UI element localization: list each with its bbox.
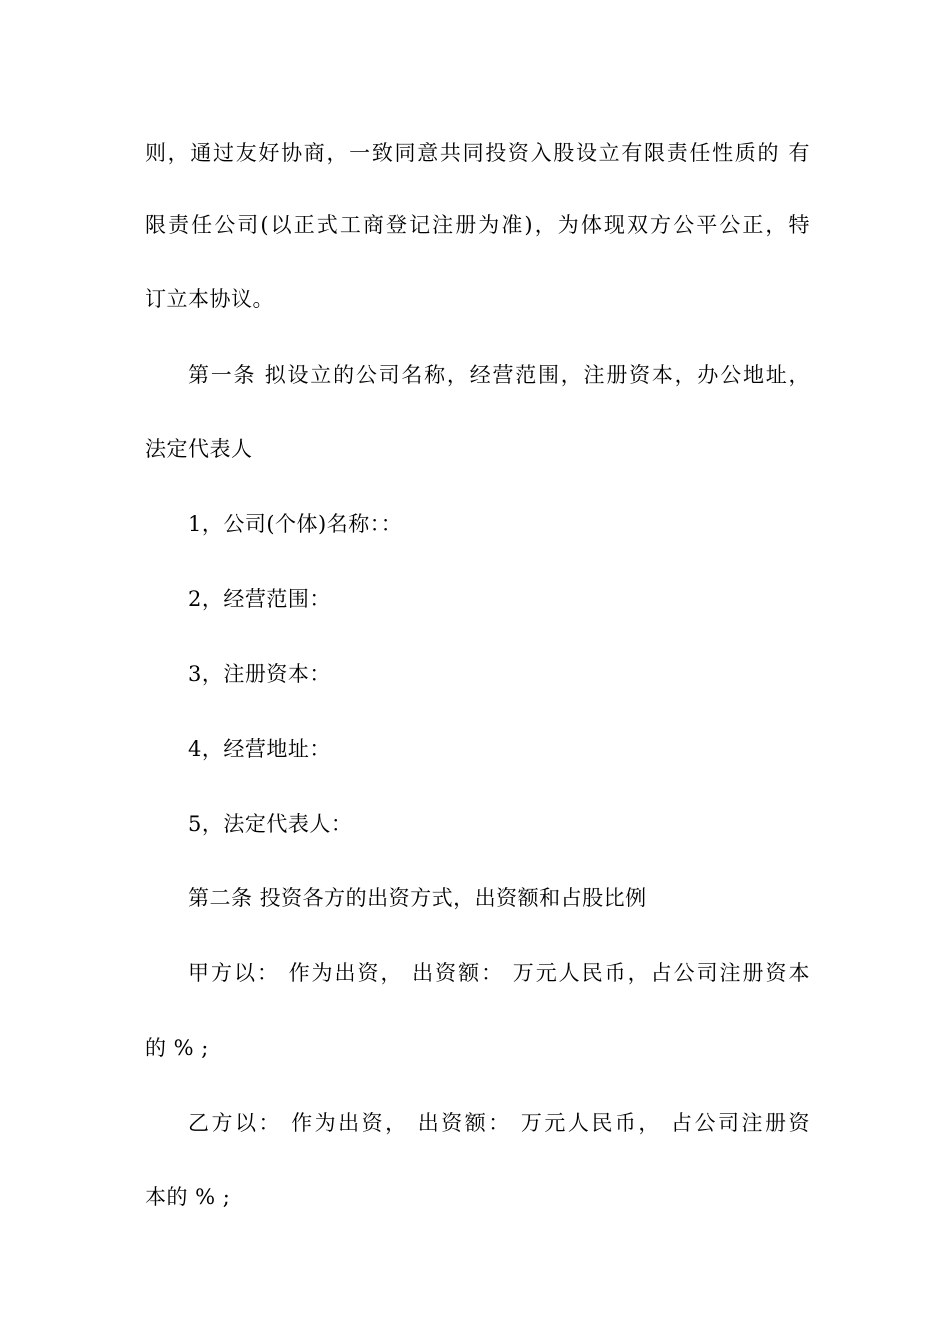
paragraph-line: 则，通过友好协商，一致同意共同投资入股设立有限责任性质的 有 [145,141,810,165]
article-1-heading-cont: 法定代表人 [145,437,253,461]
party-b-contribution-cont: 本的 % ; [145,1185,231,1209]
article-1-heading: 第一条 拟设立的公司名称，经营范围，注册资本，办公地址， [188,363,810,387]
article-2-heading: 第二条 投资各方的出资方式，出资额和占股比例 [188,886,647,910]
paragraph-line: 订立本协议。 [145,287,274,311]
list-item-company-name: 1，公司(个体)名称：： [188,512,403,536]
paragraph-line: 限责任公司(以正式工商登记注册为准)，为体现双方公平公正，特 [145,213,810,237]
party-a-contribution: 甲方以： 作为出资， 出资额： 万元人民币，占公司注册资本 [188,961,810,985]
list-item-business-address: 4，经营地址： [188,737,331,761]
list-item-business-scope: 2，经营范围： [188,587,331,611]
list-item-registered-capital: 3，注册资本： [188,662,331,686]
list-item-legal-representative: 5，法定代表人： [188,812,353,836]
party-a-contribution-cont: 的 % ; [145,1036,209,1060]
party-b-contribution: 乙方以： 作为出资， 出资额： 万元人民币， 占公司注册资 [188,1111,810,1135]
